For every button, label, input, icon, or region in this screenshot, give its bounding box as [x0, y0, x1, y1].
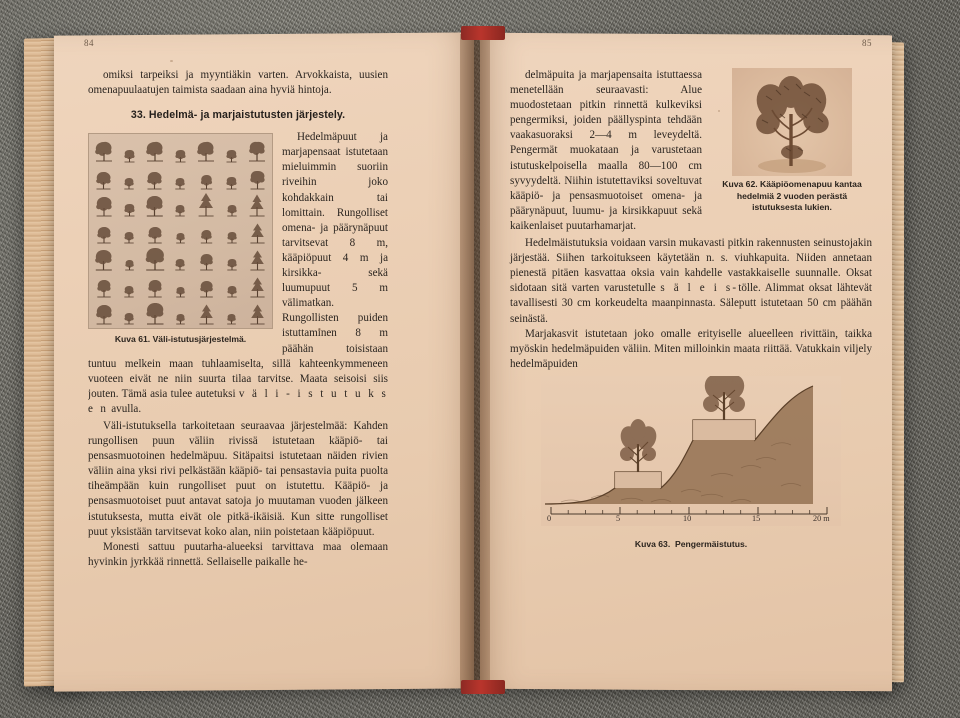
tree-icon-small — [123, 176, 135, 191]
tree-icon-small — [124, 258, 135, 272]
tree-icon-small — [175, 312, 186, 326]
figure-61-caption-text: Väli-istutusjärjestelmä. — [152, 334, 247, 345]
figure-62-photo — [732, 68, 852, 176]
tree-icon-large — [144, 301, 166, 326]
tree-icon-medium — [198, 279, 215, 299]
tree-icon-small — [123, 284, 135, 299]
tree-icon-medium — [199, 228, 214, 245]
tree-icon-large — [145, 170, 164, 191]
right-page-number: 85 — [862, 38, 872, 48]
tree-icon-large — [94, 303, 114, 326]
axis-tick-label-10: 10 — [683, 513, 692, 523]
spaced-term-saleistolle: s ä l e i s- — [660, 282, 739, 295]
tree-icon-small — [174, 203, 186, 218]
tree-icon-large — [144, 139, 166, 164]
tree-icon-large — [146, 278, 164, 299]
axis-tick-label-15: 15 — [752, 513, 761, 523]
axis-tick-label-20: 20 m — [813, 513, 830, 523]
tree-icon-conifer — [248, 222, 267, 245]
terrace-tree-lower — [618, 419, 660, 472]
figure-61-label: Kuva 61. — [114, 334, 151, 345]
tree-icon-large — [146, 225, 164, 245]
tree-icon-small — [226, 257, 238, 272]
tree-icon-small — [175, 231, 186, 245]
tree-icon-small — [225, 175, 238, 191]
tree-icon-small — [226, 230, 238, 245]
left-paragraph-4: Monesti sattuu puutarha-alueeksi tarvittava maa olemaan hyvinkin jyrkkää rinnettä. Sellaiselle paikalle he- — [88, 540, 388, 568]
paper-speck — [718, 110, 720, 112]
figure-63-caption-text: Pengermäistutus. — [675, 538, 748, 549]
tree-icon-conifer — [248, 249, 267, 272]
dwarf-apple-tree-photo-illustration — [732, 68, 852, 176]
tree-icon-large — [195, 139, 217, 164]
left-page-content — [84, 38, 388, 570]
figure-62-caption-text: Kääpiöomenapuu kantaa hedelmiä 2 vuoden perästä istutuksesta lukien. — [736, 179, 862, 212]
terrace-cross-section-svg — [541, 376, 841, 526]
binding-bottom — [461, 680, 505, 694]
tree-icon-small — [175, 285, 186, 299]
tree-icon-small — [226, 312, 237, 326]
paper-speck — [170, 60, 173, 62]
figure-61-wrapper — [88, 133, 273, 346]
figure-61-tree-grid — [88, 133, 273, 329]
tree-icon-large — [248, 169, 267, 191]
right-paragraph-2-text: Hedelmäistutuksia voidaan varsin mukavasti pitkin rakennusten seinustojakin järjestää. Siihen tarkoitukseen käytetään n. s. viuhkapuita. Niiden annetaan pienestä pitäen kasvattaa oksia vain kahdelle vastakkaiselle suunnalle. Oksat sidotaan sitä varten varustetulle — [510, 237, 872, 295]
tree-icon-small — [174, 148, 187, 164]
terrace-tree-upper — [702, 376, 747, 420]
tree-icon-small — [174, 257, 186, 272]
axis-tick-label-5: 5 — [616, 513, 621, 523]
left-paragraph-1: omiksi tarpeiksi ja myyntiäkin varten. Arvokkaista, uusien omenapuulaatujen taimista saadaan aina hyviä hintoja. — [88, 69, 388, 97]
tree-icon-small — [123, 148, 136, 164]
tree-icon-small — [226, 284, 238, 299]
scale-axis — [551, 507, 827, 514]
tree-icon-conifer — [248, 276, 267, 299]
right-paragraph-2 — [510, 236, 872, 327]
tree-icon-conifer — [248, 303, 267, 326]
tree-icon-small — [225, 148, 238, 164]
tree-icon-small — [123, 311, 135, 326]
left-paragraph-2-tail: avulla. — [111, 402, 142, 415]
book-gutter — [460, 34, 490, 690]
tree-icon-large — [94, 195, 114, 218]
paper-speck — [318, 328, 321, 331]
binding-top — [461, 26, 505, 40]
right-page-content — [510, 38, 872, 550]
figure-63-terrace-diagram — [541, 376, 841, 526]
tree-icon-medium — [199, 173, 214, 191]
figure-62-wrapper — [712, 68, 872, 214]
section-heading: 33. Hedelmä- ja marjaistutusten järjestely. — [130, 109, 346, 122]
tree-icon-small — [123, 230, 135, 245]
right-paragraph-2-tail: tölle. Alimmat oksat lähtevät tavallisesti 30 cm korkeudelta maanpinnasta. Säleputt istutetaan 50 cm päähän seinästä. — [510, 282, 872, 325]
figure-63-label: Kuva 63. — [634, 538, 671, 549]
figure-62-label: Kuva 62. — [722, 179, 758, 189]
tree-icon-small — [226, 203, 238, 218]
tree-icon-medium — [198, 252, 215, 272]
left-page-number: 84 — [84, 38, 94, 48]
tree-icon-conifer — [247, 193, 267, 218]
figure-63-caption — [541, 539, 841, 551]
figure-62-caption — [712, 179, 872, 214]
tree-icon-small — [174, 176, 186, 191]
tree-icon-small — [123, 202, 136, 218]
tree-icon-large — [93, 139, 115, 164]
right-paragraph-3: Marjakasvit istutetaan joko omalle erityiselle alueelleen rivittäin, taikka myöskin hedelmäpuiden väliin. Miten milloinkin maata riittää. Vatukkain viljely hedelmäpuiden — [510, 327, 872, 370]
figure-61-caption — [88, 334, 273, 346]
tree-icon-large — [143, 246, 167, 272]
tree-icon-large — [144, 194, 165, 218]
tree-icon-conifer — [196, 192, 216, 218]
tree-icon-large — [246, 139, 268, 164]
left-paragraph-3: Väli-istutuksella tarkoitetaan seuraavaa järjestelmää: Kahden rungollisen puun väliin rivissä istutetaan kääpiö- tai pensasmuotoinen hedelmäpuu. Sitäpaitsi istutetaan näiden rivien väliin aina yksi rivi pelkästään kääpiö- tai pensastavia puita puolta tiheämpään kuin rungolliset puut on istutettu. Kääpiö- ja pensasmuotoiset puut antavat satoja jo muutaman vuoden jälkeen istutuksesta, mutta eivät ole pitkä-ikäisiä. Kun sitte rungolliset puut yksistään tarvitsevat koko alan, niin poistetaan kääpiöpuut. — [88, 419, 388, 538]
tree-icon-large — [94, 170, 113, 191]
tree-icon-large — [95, 278, 113, 299]
spaced-term-vali-istutuksen: v ä l i - i s t u t u k s e n — [88, 387, 388, 415]
right-paragraph-1: delmäpuita ja marjapensaita istuttaessa menetellään seuraavasti: Alue muodostetaan pitkin rinnettä kulkeviksi pengermiksi, joiden päällyspinta tehdään vaakasuoraksi 2—4 m leveydeltä. Pengermät muokataan ja varustetaan istutuskelpoisella maalla 80—100 cm syvyydeltä. Niihin istutettaviksi soveltuvat kääpiö- ja pensasmuotoiset omena- ja päärynäpuut, luumu- ja kirsikkapuut sekä kaikenlaiset puutarhamarjat. — [510, 69, 702, 232]
tree-icon-large — [95, 225, 113, 245]
left-paragraph-2-text: Hedelmäpuut ja marjapensaat istutetaan mieluimmin suoriin riveihin joko kohdakkain tai lomittain. Rungolliset omena- ja päärynäpuut tarvitsevat 8 m, kääpiöpuut 4 m ja kirsikka- sekä luumupuut 5 m välimatkan. Rungollisten puiden istuttaminen 8 m päähän toisistaan tuntuu melkein maan tuhlaamiselta, sillä kahteenkymmeneen vuoteen eivät ne niin suurta tilaa tarvitse. Maata seisoisi siis jouten. Tämä asia tulee autetuksi — [88, 131, 388, 400]
tree-icon-large — [93, 248, 114, 272]
axis-tick-label-0: 0 — [547, 513, 552, 523]
tree-icon-conifer — [197, 303, 216, 326]
open-book — [18, 16, 928, 706]
